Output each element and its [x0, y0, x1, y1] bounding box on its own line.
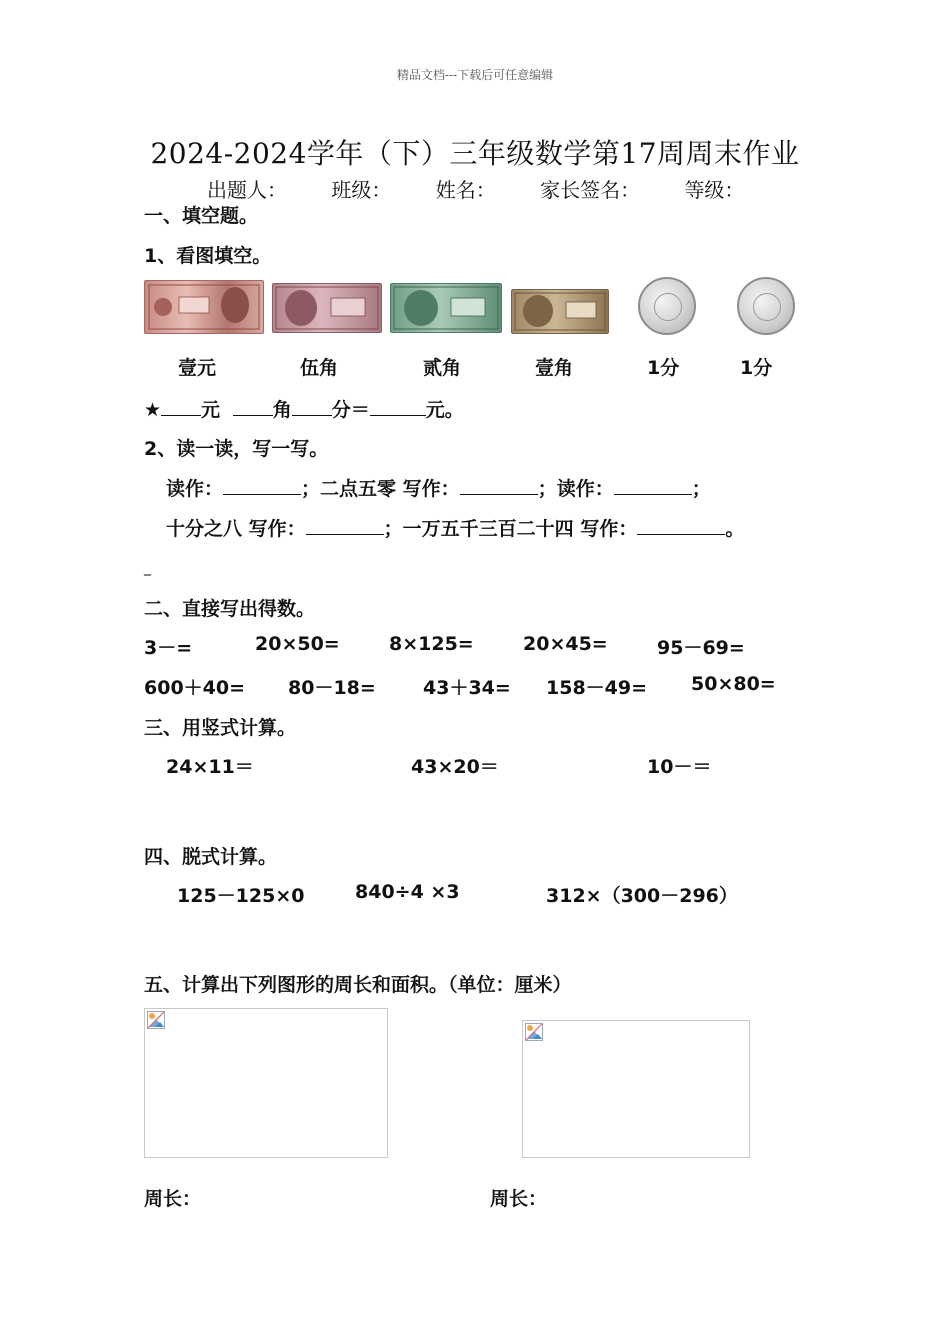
section-5-heading: 五、计算出下列图形的周长和面积。（单位：厘米） [144, 974, 572, 996]
mental-math-item: 80－18= [288, 677, 376, 699]
page-title: 2024-2024学年（下）三年级数学第17周周末作业 [150, 137, 800, 170]
mental-math-item: 600＋40= [144, 677, 246, 699]
number-words: 一万五千三百二十四 [402, 518, 574, 540]
two-jiao-note-image [390, 283, 502, 333]
money-total-line [144, 395, 464, 422]
money-label: 1分 [647, 357, 680, 379]
section-1-heading: 一、填空题。 [144, 205, 259, 227]
write-label: 写作： [402, 478, 460, 500]
five-jiao-note-image [272, 283, 382, 333]
separator: ； [383, 518, 403, 540]
mental-math-item: 3－= [144, 637, 193, 659]
number-words: 十分之八 [166, 518, 243, 540]
step-calc-item: 125－125×0 [177, 885, 305, 907]
name-label: 姓名： [435, 178, 496, 202]
number-words: 二点五零 [320, 478, 397, 500]
grade-label: 等级： [684, 178, 745, 202]
yuan-blank[interactable] [161, 397, 201, 416]
parent-sign-label: 家长签名： [540, 178, 641, 202]
read-blank[interactable] [614, 476, 692, 495]
vertical-calc-item: 43×20＝ [411, 756, 499, 778]
total-yuan-unit: 元。 [425, 399, 464, 421]
mental-math-item: 158－49= [546, 677, 648, 699]
one-fen-coin-image-2 [737, 277, 795, 335]
mental-math-item: 20×50= [255, 633, 340, 655]
money-label: 壹角 [535, 357, 574, 379]
perimeter-label-left: 周长： [144, 1188, 202, 1210]
stray-underscore: _ [144, 560, 151, 576]
star-icon: ★ [144, 399, 162, 421]
step-calc-item: 840÷4 ×3 [355, 881, 460, 903]
money-label: 贰角 [423, 357, 462, 379]
mental-math-item: 50×80= [691, 673, 776, 695]
figure-1-image [144, 1008, 388, 1158]
one-fen-coin-image [638, 277, 696, 335]
separator: ； [537, 478, 557, 500]
separator: ； [691, 478, 711, 500]
money-label: 壹元 [178, 357, 217, 379]
mental-math-item: 8×125= [389, 633, 474, 655]
jiao-blank[interactable] [233, 397, 273, 416]
jiao-unit: 角 [272, 399, 292, 421]
separator: 。 [725, 518, 745, 540]
perimeter-label-right: 周长： [490, 1188, 548, 1210]
one-yuan-note-image [144, 280, 264, 334]
read-write-line-1 [166, 474, 711, 501]
section-2-heading: 二、直接写出得数。 [144, 598, 316, 620]
yuan-unit: 元 [201, 399, 221, 421]
write-blank[interactable] [306, 516, 384, 535]
question-1: 1、看图填空。 [144, 245, 272, 267]
read-label: 读作： [166, 478, 224, 500]
broken-image-icon [147, 1011, 165, 1029]
figure-2-image [522, 1020, 750, 1158]
broken-image-icon [525, 1023, 543, 1041]
fen-blank[interactable] [292, 397, 332, 416]
total-yuan-blank[interactable] [370, 397, 426, 416]
mental-math-item: 95－69= [657, 637, 745, 659]
mental-math-item: 43＋34= [423, 677, 511, 699]
section-4-heading: 四、脱式计算。 [144, 846, 278, 868]
setter-label: 出题人： [207, 178, 287, 202]
read-label: 读作： [556, 478, 614, 500]
one-jiao-note-image [511, 289, 609, 334]
class-label: 班级： [331, 178, 392, 202]
read-write-line-2 [166, 514, 744, 541]
write-blank[interactable] [460, 476, 538, 495]
write-blank[interactable] [637, 516, 725, 535]
question-2: 2、读一读，写一写。 [144, 438, 329, 460]
mental-math-item: 20×45= [523, 633, 608, 655]
write-label: 写作： [580, 518, 638, 540]
step-calc-item: 312×（300－296） [546, 885, 738, 907]
vertical-calc-item: 24×11＝ [166, 756, 254, 778]
watermark: 精品文档---下载后可任意编辑 [396, 68, 554, 82]
money-label: 伍角 [300, 357, 339, 379]
read-blank[interactable] [223, 476, 301, 495]
money-label: 1分 [740, 357, 773, 379]
section-3-heading: 三、用竖式计算。 [144, 717, 297, 739]
vertical-calc-item: 10－＝ [647, 756, 712, 778]
write-label: 写作： [248, 518, 306, 540]
student-info-row [207, 174, 782, 203]
separator: ； [301, 478, 321, 500]
fen-unit: 分＝ [331, 399, 370, 421]
